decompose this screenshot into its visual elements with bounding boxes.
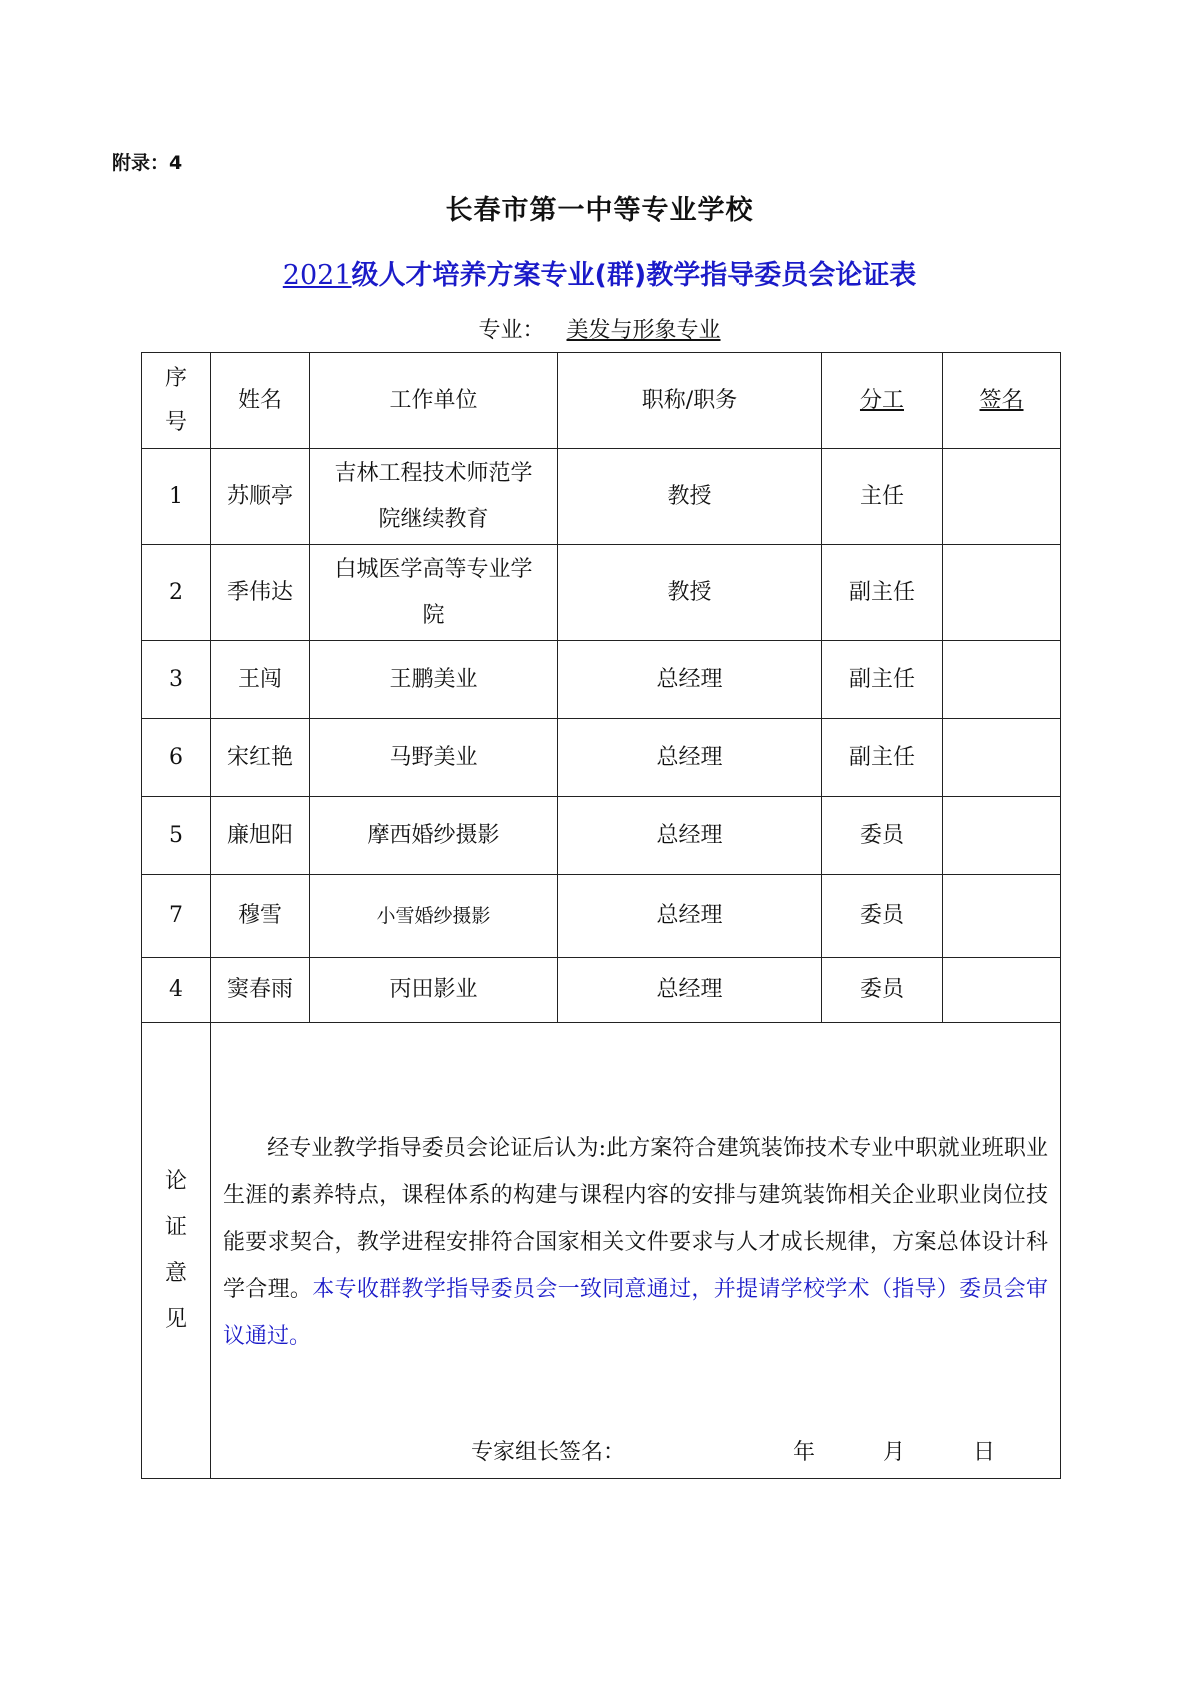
date-day: 日 [973,1440,996,1465]
major-line [0,313,1199,344]
row-signature-cell[interactable] [943,641,1061,719]
row-unit: 白城医学高等专业学 院 [310,545,558,641]
row-unit: 王鹏美业 [310,641,558,719]
opinion-text-resolution: 本专收群教学指导委员会一致同意通过，并提请学校学术（指导）委员会审议通过。 [223,1277,1048,1349]
row-seq: 5 [142,797,211,875]
row-unit: 马野美业 [310,719,558,797]
row-role: 副主任 [822,641,943,719]
row-title: 总经理 [558,875,822,958]
row-signature-cell[interactable] [943,797,1061,875]
leader-signature-label: 专家组长签名： [471,1440,626,1465]
row-role: 委员 [822,797,943,875]
header-signature: 签名 [943,353,1061,449]
row-title: 总经理 [558,641,822,719]
row-signature-cell[interactable] [943,875,1061,958]
appendix-label: 附录：4 [112,152,183,174]
subtitle-text: 级人才培养方案专业(群)教学指导委员会论证表 [351,260,917,291]
row-role: 委员 [822,875,943,958]
opinion-row [142,1023,1061,1479]
row-name: 苏顺亭 [211,449,310,545]
header-seq: 序 号 [142,353,211,449]
row-name: 宋红艳 [211,719,310,797]
form-subtitle [0,253,1199,292]
table-row [142,958,1061,1023]
row-seq: 2 [142,545,211,641]
row-role: 委员 [822,958,943,1023]
subtitle-year: 2021 [282,260,352,291]
row-name: 廉旭阳 [211,797,310,875]
table-row [142,641,1061,719]
row-seq: 6 [142,719,211,797]
row-name: 穆雪 [211,875,310,958]
opinion-label: 论 证 意 见 [142,1023,211,1479]
opinion-text-main: 经专业教学指导委员会论证后认为:此方案符合建筑装饰技术专业中职就业班职业生涯的素养特点，课程体系的构建与课程内容的安排与建筑装饰相关企业职业岗位技能要求契合，教学进程安排符合国家相关文件要求与人才成长规律，方案总体设计科学合理。 [223,1136,1048,1302]
table-row [142,875,1061,958]
date-year: 年 [793,1440,816,1465]
major-value: 美发与形象专业 [566,318,721,343]
header-title: 职称/职务 [558,353,822,449]
school-title: 长春市第一中等专业学校 [445,195,754,226]
opinion-text [223,1125,1048,1360]
row-title: 总经理 [558,958,822,1023]
table-row [142,449,1061,545]
row-signature-cell[interactable] [943,545,1061,641]
table-row [142,545,1061,641]
row-unit: 吉林工程技术师范学 院继续教育 [310,449,558,545]
row-seq: 7 [142,875,211,958]
table-row [142,797,1061,875]
row-unit: 摩西婚纱摄影 [310,797,558,875]
header-name: 姓名 [211,353,310,449]
date-month: 月 [883,1440,906,1465]
row-name: 季伟达 [211,545,310,641]
row-signature-cell[interactable] [943,958,1061,1023]
table-row [142,719,1061,797]
row-role: 主任 [822,449,943,545]
row-unit: 丙田影业 [310,958,558,1023]
row-signature-cell[interactable] [943,719,1061,797]
row-signature-cell[interactable] [943,449,1061,545]
committee-table [141,352,1061,1479]
sign-line [223,1430,1048,1470]
major-label: 专业： [478,318,545,343]
row-name: 窦春雨 [211,958,310,1023]
row-title: 总经理 [558,719,822,797]
header-role: 分工 [822,353,943,449]
row-title: 总经理 [558,797,822,875]
row-title: 教授 [558,449,822,545]
row-role: 副主任 [822,719,943,797]
row-seq: 1 [142,449,211,545]
row-name: 王闯 [211,641,310,719]
row-seq: 3 [142,641,211,719]
table-header-row [142,353,1061,449]
row-unit: 小雪婚纱摄影 [310,875,558,958]
header-unit: 工作单位 [310,353,558,449]
row-seq: 4 [142,958,211,1023]
opinion-content [211,1023,1061,1479]
row-title: 教授 [558,545,822,641]
row-role: 副主任 [822,545,943,641]
